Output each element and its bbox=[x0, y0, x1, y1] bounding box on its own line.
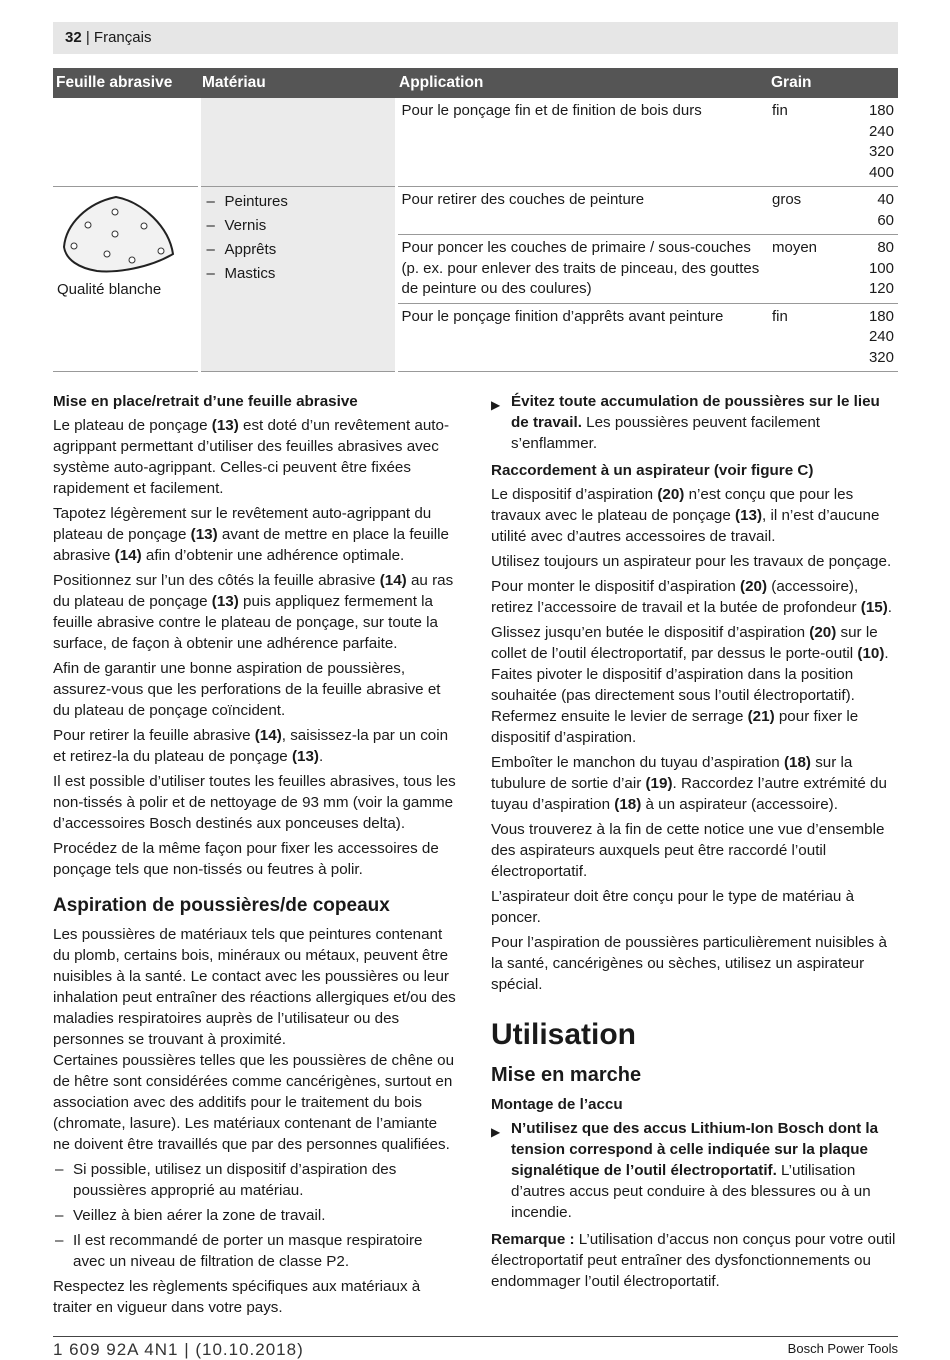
material-item: – Mastics bbox=[205, 262, 391, 286]
grit-number: 80 bbox=[877, 239, 894, 256]
sanding-sheet-table bbox=[53, 68, 898, 372]
triangle-bullet-icon: ▶ bbox=[491, 398, 501, 412]
grit-numbers-cell bbox=[848, 98, 898, 187]
table-row bbox=[53, 187, 898, 235]
warning-item: ▶ Évitez toute accumulation de poussières sur le lieu de travail. Les poussières peuvent facilement s’enflammer. bbox=[491, 393, 880, 452]
section-heading: Mise en place/retrait d’une feuille abrasive bbox=[53, 393, 358, 410]
grit-number: 240 bbox=[868, 328, 894, 345]
grain-cell: fin bbox=[768, 98, 848, 187]
sheet-caption: Qualité blanche bbox=[57, 281, 162, 298]
application-cell: Pour poncer les couches de primaire / sous-couches (p. ex. pour enlever des traits de pinceau, des gouttes de peinture ou des coulures) bbox=[396, 235, 768, 304]
list-item: – Veillez à bien aérer la zone de travail. bbox=[55, 1207, 326, 1224]
grain-cell: moyen bbox=[768, 235, 848, 304]
paragraph: Les poussières de matériaux tels que peintures contenant du plomb, certains bois, minéraux ou métaux, peuvent être nuisibles à la santé. Le contact avec les poussières ou leur inhalation peut entraîner des réactions allergiques et/ou des maladies respiratoires auprès de l’utilisateur ou des personnes se trouvant à proximité. bbox=[53, 926, 456, 1048]
grit-number: 320 bbox=[868, 143, 894, 160]
col-header-material: Matériau bbox=[199, 68, 396, 98]
grit-numbers-cell bbox=[848, 235, 898, 304]
grit-number: 40 bbox=[877, 191, 894, 208]
col-header-application: Application bbox=[396, 68, 768, 98]
section-heading: Mise en marche bbox=[491, 1064, 642, 1086]
section-heading: Raccordement à un aspirateur (voir figure C) bbox=[491, 462, 814, 479]
paragraph: Il est possible d’utiliser toutes les feuilles abrasives, tous les non-tissés à polir et de nettoyage de 93 mm (voir la gamme d’accessoires Bosch destinés aux ponceuses delta). bbox=[53, 773, 456, 832]
paragraph: L’aspirateur doit être conçu pour le type de matériau à poncer. bbox=[491, 888, 855, 926]
list-item: – Si possible, utilisez un dispositif d’aspiration des poussières approprié au matériau. bbox=[55, 1161, 397, 1199]
application-cell: Pour le ponçage fin et de finition de bois durs bbox=[396, 98, 768, 187]
materials-list bbox=[205, 190, 391, 286]
language-label: Français bbox=[93, 29, 152, 46]
grit-number: 180 bbox=[868, 102, 894, 119]
grit-number: 320 bbox=[868, 348, 894, 366]
materials-cell bbox=[199, 187, 396, 372]
list-item: – Il est recommandé de porter un masque respiratoire avec un niveau de filtration de classe P2. bbox=[55, 1232, 423, 1270]
left-column bbox=[53, 391, 458, 1322]
paragraph: Le dispositif d’aspiration (20) n’est conçu que pour les travaux avec le plateau de ponçage (13), il n’est d’aucune utilité avec d’autres accessoires de travail. bbox=[491, 486, 880, 545]
page-footer bbox=[53, 1336, 898, 1359]
note-paragraph: Remarque : L’utilisation d’accus non conçus pour votre outil électroportatif peut entraîner des dysfonctionnements ou endommager l’outil électroportatif. bbox=[491, 1231, 896, 1290]
page-header bbox=[53, 22, 898, 54]
chapter-title: Utilisation bbox=[491, 1018, 637, 1051]
col-header-grit: Grain bbox=[768, 68, 898, 98]
table-row bbox=[53, 98, 898, 187]
grain-cell: gros bbox=[772, 191, 802, 208]
grit-numbers-cell bbox=[848, 303, 898, 372]
subsection-heading: Montage de l’accu bbox=[491, 1096, 623, 1113]
paragraph: Tapotez légèrement sur le revêtement auto-agrippant du plateau de ponçage (13) avant de mettre en place la feuille abrasive (14) afin d’obtenir une adhérence optimale. bbox=[53, 505, 449, 564]
col-header-sheet: Feuille abrasive bbox=[53, 68, 199, 98]
section-heading: Aspiration de poussières/de copeaux bbox=[53, 895, 390, 916]
paragraph: Afin de garantir une bonne aspiration de poussières, assurez-vous que les perforations de la feuille abrasive et du plateau de ponçage coïncident. bbox=[53, 660, 441, 719]
paragraph: Glissez jusqu’en butée le dispositif d’aspiration (20) sur le collet de l’outil électroportatif, par dessus le porte-outil (10). Faites pivoter le dispositif d’aspiration dans la position souhaitée (pas directement sous l’outil électroportatif). Refermez ensuite le levier de serrage (21) pour fixer le dispositif d’aspiration. bbox=[491, 624, 889, 746]
grit-number: 180 bbox=[868, 307, 894, 325]
paragraph: Emboîter le manchon du tuyau d’aspiration (18) sur la tubulure de sortie d’air (19). Raccordez l’autre extrémité du tuyau d’aspiration (18) à un aspirateur (accessoire). bbox=[491, 754, 887, 813]
paragraph: Procédez de la même façon pour fixer les accessoires de ponçage tels que non-tissés ou feutres à polir. bbox=[53, 840, 439, 878]
application-cell: Pour retirer des couches de peinture bbox=[401, 191, 645, 208]
warning-item: ▶ N’utilisez que des accus Lithium-Ion Bosch dont la tension correspond à celle indiquée sur la plaque signalétique de l’outil électroportatif. L’utilisation d’autres accus peut conduire à des blessures ou à un incendie. bbox=[491, 1120, 879, 1221]
paragraph: Utilisez toujours un aspirateur pour les travaux de ponçage. bbox=[491, 553, 892, 570]
paragraph: Le plateau de ponçage (13) est doté d’un revêtement auto-agrippant permettant d’utiliser des feuilles abrasives avec système auto-agrippant. Celles-ci peuvent être fixées rapidement et facilement. bbox=[53, 417, 450, 497]
page-header-text: 32 | Français bbox=[65, 29, 152, 46]
grit-number: 240 bbox=[868, 122, 894, 140]
paragraph: Vous trouverez à la fin de cette notice une vue d’ensemble des aspirateurs auxquels peut être raccordé l’outil électroportatif. bbox=[491, 821, 885, 880]
grain-cell: fin bbox=[768, 303, 848, 372]
grit-number: 400 bbox=[868, 163, 894, 181]
page-number: 32 bbox=[65, 29, 82, 46]
grit-numbers-cell bbox=[848, 187, 898, 235]
application-cell: Pour le ponçage finition d’apprêts avant peinture bbox=[396, 303, 768, 372]
triangle-bullet-icon: ▶ bbox=[491, 1125, 501, 1139]
right-column bbox=[491, 391, 897, 1296]
table-header-row bbox=[53, 68, 898, 98]
material-item: – Apprêts bbox=[205, 238, 391, 262]
paragraph: Positionnez sur l’un des côtés la feuille abrasive (14) au ras du plateau de ponçage (13) puis appliquez fermement la feuille abrasive contre le plateau de ponçage, sur toute la surface, de façon à obtenir une adhérence parfaite. bbox=[53, 572, 454, 652]
grit-number: 120 bbox=[868, 280, 894, 297]
paragraph: Pour retirer la feuille abrasive (14), saisissez-la par un coin et retirez-la du plateau de ponçage (13). bbox=[53, 727, 449, 765]
material-item: – Vernis bbox=[205, 214, 391, 238]
paragraph: Respectez les règlements spécifiques aux matériaux à traiter en vigueur dans votre pays. bbox=[53, 1278, 421, 1316]
grit-number: 60 bbox=[877, 211, 894, 229]
brand-footer: Bosch Power Tools bbox=[787, 1341, 898, 1356]
paragraph: Certaines poussières telles que les poussières de chêne ou de hêtre sont considérées comme cancérigènes, surtout en association avec des additifs pour le traitement du bois (chromate, lasure). Les matériaux contenant de l’amiante ne doivent être travaillés que par des personnes qualifiées. bbox=[53, 1052, 455, 1153]
sanding-sheet-image bbox=[57, 194, 177, 274]
document-number: 1 609 92A 4N1 | (10.10.2018) bbox=[53, 1340, 304, 1359]
grit-number: 100 bbox=[868, 259, 894, 277]
paragraph: Pour monter le dispositif d’aspiration (20) (accessoire), retirez l’accessoire de travail et la butée de profondeur (15). bbox=[491, 578, 893, 616]
paragraph: Pour l’aspiration de poussières particulièrement nuisibles à la santé, cancérigènes ou sèches, utilisez un aspirateur spécial. bbox=[491, 934, 887, 993]
sheet-image-cell bbox=[53, 187, 199, 372]
material-item: – Peintures bbox=[205, 190, 391, 214]
